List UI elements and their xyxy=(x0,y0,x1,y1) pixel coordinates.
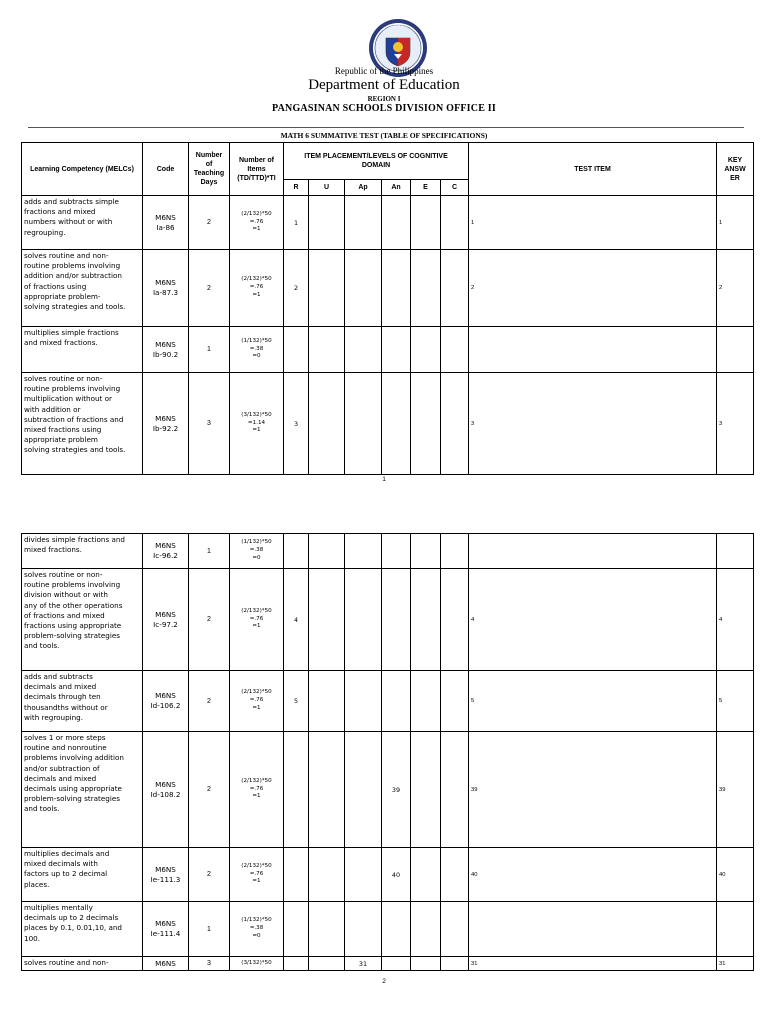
number-of-items-cell: (1/132)*50 =.38 =0 xyxy=(230,902,284,957)
col-header-level-r: R xyxy=(284,180,309,196)
level-c-cell xyxy=(441,957,469,971)
level-e-cell xyxy=(411,732,441,848)
col-header-code: Code xyxy=(143,143,189,196)
test-item-cell xyxy=(469,534,717,569)
level-ap-cell xyxy=(345,534,382,569)
code-cell: M6NS Ic-97.2 xyxy=(143,569,189,671)
level-an-cell xyxy=(382,957,411,971)
col-header-key: KEY ANSW ER xyxy=(717,143,754,196)
level-e-cell xyxy=(411,957,441,971)
level-ap-cell xyxy=(345,569,382,671)
code-cell: M6NS Ic-96.2 xyxy=(143,534,189,569)
col-header-items: Number of Items (TD/TTD)*TI xyxy=(230,143,284,196)
level-r-cell xyxy=(284,902,309,957)
level-r-cell xyxy=(284,534,309,569)
answer-key-cell: 31 xyxy=(717,957,754,971)
header-region: REGION I xyxy=(367,95,401,103)
level-an-cell xyxy=(382,196,411,250)
number-of-items-cell: (3/132)*50 =1.14 =1 xyxy=(230,373,284,475)
table-row xyxy=(22,671,754,732)
level-ap-cell xyxy=(345,732,382,848)
competency-cell: solves routine or non- routine problems involving division without or with any of the other operations of fractions and mixed fractions using appropriate problem-solving strategies and tools. xyxy=(22,569,143,671)
level-ap-cell xyxy=(345,902,382,957)
level-r-cell xyxy=(284,327,309,373)
header-republic: Republic of the Philippines xyxy=(334,66,434,76)
level-u-cell xyxy=(309,957,345,971)
level-u-cell xyxy=(309,373,345,475)
level-e-cell xyxy=(411,373,441,475)
code-cell: M6NS Ie-111.3 xyxy=(143,848,189,902)
level-u-cell xyxy=(309,534,345,569)
answer-key-cell xyxy=(717,902,754,957)
level-u-cell xyxy=(309,250,345,327)
level-an-cell xyxy=(382,250,411,327)
level-u-cell xyxy=(309,196,345,250)
level-r-cell xyxy=(284,957,309,971)
teaching-days-cell: 2 xyxy=(189,732,230,848)
competency-cell: adds and subtracts decimals and mixed decimals through ten thousandths without or with regrouping. xyxy=(22,671,143,732)
level-u-cell xyxy=(309,671,345,732)
number-of-items-cell: (2/132)*50 =.76 =1 xyxy=(230,671,284,732)
competency-cell: divides simple fractions and mixed fractions. xyxy=(22,534,143,569)
teaching-days-cell: 2 xyxy=(189,196,230,250)
answer-key-cell: 3 xyxy=(717,373,754,475)
code-cell: M6NS Ie-111.4 xyxy=(143,902,189,957)
col-header-level-ap: Ap xyxy=(345,180,382,196)
level-e-cell xyxy=(411,569,441,671)
number-of-items-cell: (2/132)*50 =.76 =1 xyxy=(230,569,284,671)
competency-cell: solves routine and non- xyxy=(22,957,143,971)
table-row xyxy=(22,957,754,971)
page-1 xyxy=(0,0,768,490)
number-of-items-cell: (2/132)*50 =.76 =1 xyxy=(230,732,284,848)
level-e-cell xyxy=(411,250,441,327)
competency-cell: solves 1 or more steps routine and nonroutine problems involving addition and/or subtraction of decimals and mixed decimals using appropriate problem-solving strategies and tools. xyxy=(22,732,143,848)
number-of-items-cell: (1/132)*50 =.38 =0 xyxy=(230,534,284,569)
code-cell: M6NS xyxy=(143,957,189,971)
answer-key-cell: 40 xyxy=(717,848,754,902)
answer-key-cell: 39 xyxy=(717,732,754,848)
teaching-days-cell: 2 xyxy=(189,250,230,327)
level-c-cell xyxy=(441,250,469,327)
level-ap-cell: 31 xyxy=(345,957,382,971)
teaching-days-cell: 2 xyxy=(189,848,230,902)
test-item-cell xyxy=(469,902,717,957)
level-c-cell xyxy=(441,569,469,671)
test-item-cell: 3 xyxy=(469,373,717,475)
level-r-cell: 4 xyxy=(284,569,309,671)
test-item-cell xyxy=(469,327,717,373)
level-e-cell xyxy=(411,196,441,250)
table-row xyxy=(22,534,754,569)
svg-text:DEPED: DEPED xyxy=(392,24,404,28)
teaching-days-cell: 3 xyxy=(189,957,230,971)
code-cell: M6NS Id-106.2 xyxy=(143,671,189,732)
level-an-cell xyxy=(382,373,411,475)
level-u-cell xyxy=(309,848,345,902)
level-r-cell: 3 xyxy=(284,373,309,475)
header-divider xyxy=(28,127,744,128)
table-row xyxy=(22,196,754,250)
teaching-days-cell: 3 xyxy=(189,373,230,475)
answer-key-cell: 5 xyxy=(717,671,754,732)
level-r-cell: 5 xyxy=(284,671,309,732)
code-cell: M6NS Ib-92.2 xyxy=(143,373,189,475)
table-row xyxy=(22,902,754,957)
code-cell: M6NS Ia-86 xyxy=(143,196,189,250)
level-r-cell xyxy=(284,848,309,902)
teaching-days-cell: 2 xyxy=(189,569,230,671)
level-u-cell xyxy=(309,732,345,848)
answer-key-cell: 4 xyxy=(717,569,754,671)
number-of-items-cell: (1/132)*50 =.38 =0 xyxy=(230,327,284,373)
level-ap-cell xyxy=(345,848,382,902)
level-c-cell xyxy=(441,534,469,569)
level-ap-cell xyxy=(345,196,382,250)
level-e-cell xyxy=(411,848,441,902)
page-2 xyxy=(0,530,768,1024)
level-c-cell xyxy=(441,902,469,957)
level-c-cell xyxy=(441,671,469,732)
specification-table-page-1 xyxy=(21,142,754,475)
level-e-cell xyxy=(411,534,441,569)
competency-cell: solves routine and non- routine problems involving addition and/or subtraction of fractions using appropriate problem- solving strategies and tools. xyxy=(22,250,143,327)
level-e-cell xyxy=(411,671,441,732)
number-of-items-cell: (2/132)*50 =.76 =1 xyxy=(230,196,284,250)
level-c-cell xyxy=(441,848,469,902)
level-r-cell xyxy=(284,732,309,848)
level-u-cell xyxy=(309,327,345,373)
col-header-days: Number of Teaching Days xyxy=(189,143,230,196)
test-item-cell: 31 xyxy=(469,957,717,971)
col-header-level-e: E xyxy=(411,180,441,196)
col-header-competency: Learning Competency (MELCs) xyxy=(22,143,143,196)
col-header-level-c: C xyxy=(441,180,469,196)
competency-cell: multiplies simple fractions and mixed fractions. xyxy=(22,327,143,373)
level-an-cell xyxy=(382,902,411,957)
test-item-cell: 1 xyxy=(469,196,717,250)
level-an-cell: 40 xyxy=(382,848,411,902)
level-e-cell xyxy=(411,327,441,373)
level-c-cell xyxy=(441,732,469,848)
test-item-cell: 40 xyxy=(469,848,717,902)
col-header-test-item: TEST ITEM xyxy=(469,143,717,196)
header-department: Department of Education xyxy=(308,77,460,93)
competency-cell: multiplies mentally decimals up to 2 decimals places by 0.1, 0.01,10, and 100. xyxy=(22,902,143,957)
answer-key-cell xyxy=(717,534,754,569)
table-row xyxy=(22,250,754,327)
test-item-cell: 5 xyxy=(469,671,717,732)
code-cell: M6NS Id-108.2 xyxy=(143,732,189,848)
page-number: 1 xyxy=(382,476,386,483)
teaching-days-cell: 2 xyxy=(189,671,230,732)
level-an-cell xyxy=(382,534,411,569)
header-office: PANGASINAN SCHOOLS DIVISION OFFICE II xyxy=(272,103,496,114)
number-of-items-cell: (3/132)*50 xyxy=(230,957,284,971)
table-title: MATH 6 SUMMATIVE TEST (TABLE OF SPECIFICATIONS) xyxy=(280,131,488,140)
table-row xyxy=(22,327,754,373)
level-an-cell xyxy=(382,671,411,732)
level-ap-cell xyxy=(345,327,382,373)
level-r-cell: 1 xyxy=(284,196,309,250)
test-item-cell: 39 xyxy=(469,732,717,848)
level-ap-cell xyxy=(345,250,382,327)
competency-cell: solves routine or non- routine problems involving multiplication without or with addition or subtraction of fractions and mixed fractions using appropriate problem solving strategies and tools. xyxy=(22,373,143,475)
table-row xyxy=(22,373,754,475)
level-c-cell xyxy=(441,327,469,373)
level-u-cell xyxy=(309,569,345,671)
teaching-days-cell: 1 xyxy=(189,902,230,957)
col-header-level-an: An xyxy=(382,180,411,196)
test-item-cell: 2 xyxy=(469,250,717,327)
number-of-items-cell: (2/132)*50 =.76 =1 xyxy=(230,848,284,902)
level-e-cell xyxy=(411,902,441,957)
competency-cell: adds and subtracts simple fractions and mixed numbers without or with regrouping. xyxy=(22,196,143,250)
specification-table-page-2 xyxy=(21,533,754,971)
level-c-cell xyxy=(441,373,469,475)
competency-cell: multiplies decimals and mixed decimals with factors up to 2 decimal places. xyxy=(22,848,143,902)
teaching-days-cell: 1 xyxy=(189,327,230,373)
page-number: 2 xyxy=(382,978,386,985)
col-header-placement: ITEM PLACEMENT/LEVELS OF COGNITIVE DOMAIN xyxy=(284,143,469,180)
table-row xyxy=(22,569,754,671)
table-row xyxy=(22,732,754,848)
teaching-days-cell: 1 xyxy=(189,534,230,569)
answer-key-cell xyxy=(717,327,754,373)
col-header-level-u: U xyxy=(309,180,345,196)
level-an-cell xyxy=(382,327,411,373)
level-u-cell xyxy=(309,902,345,957)
answer-key-cell: 2 xyxy=(717,250,754,327)
level-ap-cell xyxy=(345,373,382,475)
number-of-items-cell: (2/132)*50 =.76 =1 xyxy=(230,250,284,327)
level-an-cell xyxy=(382,569,411,671)
answer-key-cell: 1 xyxy=(717,196,754,250)
level-c-cell xyxy=(441,196,469,250)
test-item-cell: 4 xyxy=(469,569,717,671)
level-an-cell: 39 xyxy=(382,732,411,848)
code-cell: M6NS Ib-90.2 xyxy=(143,327,189,373)
level-ap-cell xyxy=(345,671,382,732)
level-r-cell: 2 xyxy=(284,250,309,327)
table-row xyxy=(22,848,754,902)
code-cell: M6NS Ia-87.3 xyxy=(143,250,189,327)
